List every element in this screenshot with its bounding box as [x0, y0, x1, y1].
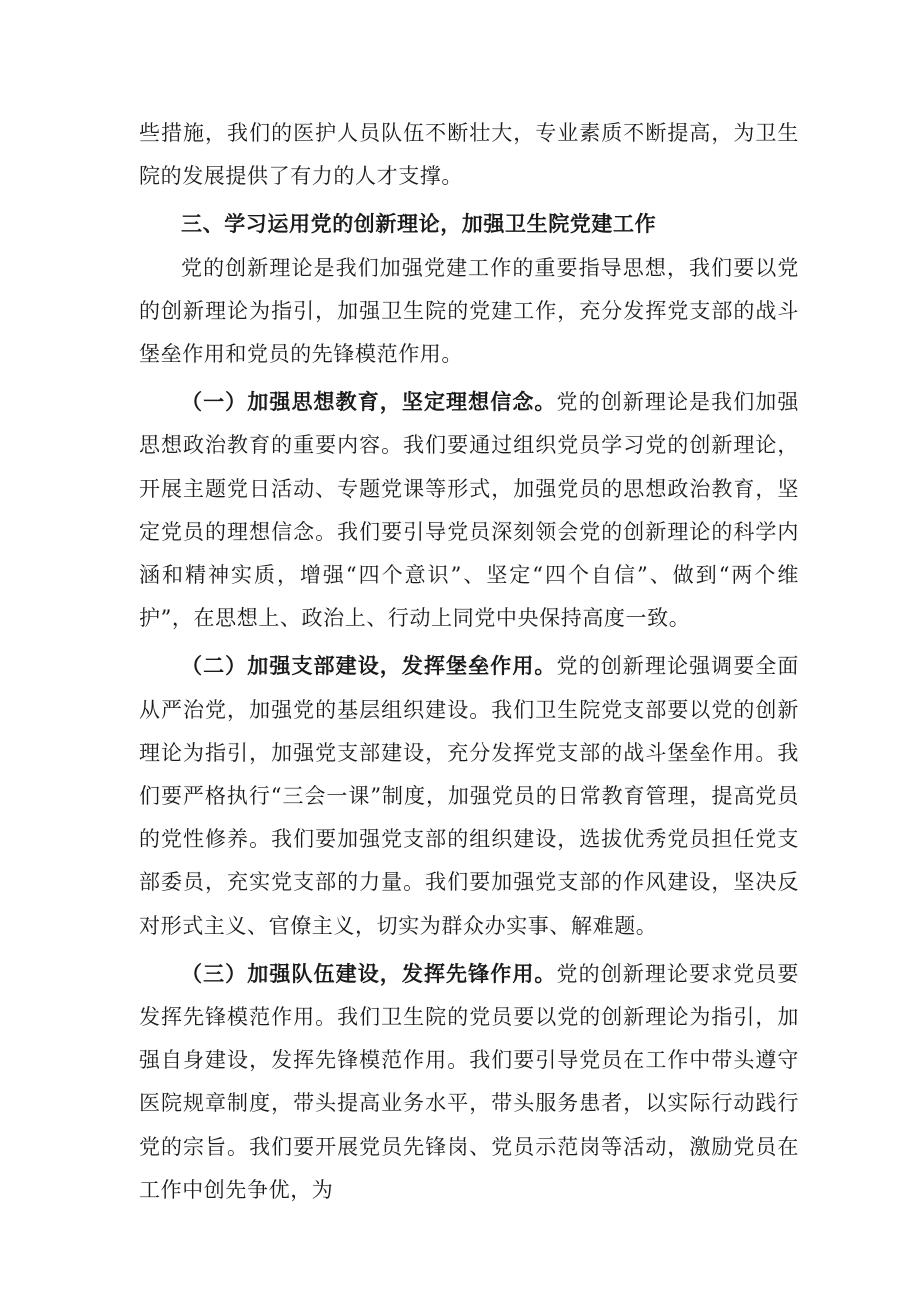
continuation-text: 些措施，我们的医护人员队伍不断壮大，专业素质不断提高，为卫生院的发展提供了有力的人才支撑。 [139, 121, 799, 189]
item-body-2: 党的创新理论强调要全面从严治党，加强党的基层组织建设。我们卫生院党支部要以党的创新理论为指引，加强党支部建设，充分发挥党支部的战斗堡垒作用。我们要严格执行“三会一课”制度，加强党员的日常教育管理，提高党员的党性修养。我们要加强党支部的组织建设，选拔优秀党员担任党支部委员，充实党支部的力量。我们要加强党支部的作风建设，坚决反对形式主义、官僚主义，切实为群众办实事、解难题。 [139, 654, 799, 938]
continuation-paragraph [139, 112, 799, 198]
item-lead-3: （三）加强队伍建设，发挥先锋作用。 [181, 961, 557, 986]
item-body-1: 党的创新理论是我们加强思想政治教育的重要内容。我们要通过组织党员学习党的创新理论，开展主题党日活动、专题党课等形式，加强党员的思想政治教育，坚定党员的理想信念。我们要引导党员深刻领会党的创新理论的科学内涵和精神实质，增强“四个意识”、坚定“四个自信”、做到“两个维护”，在思想上、政治上、行动上同党中央保持高度一致。 [139, 390, 799, 631]
section-intro-paragraph [139, 247, 799, 377]
item-paragraph-3 [139, 953, 799, 1212]
item-lead-2: （二）加强支部建设，发挥堡垒作用。 [181, 654, 557, 679]
document-body [139, 112, 799, 1212]
section-intro-text: 党的创新理论是我们加强党建工作的重要指导思想，我们要以党的创新理论为指引，加强卫生院的党建工作，充分发挥党支部的战斗堡垒作用和党员的先锋模范作用。 [139, 255, 799, 367]
item-body-3: 党的创新理论要求党员要发挥先锋模范作用。我们卫生院的党员要以党的创新理论为指引，加强自身建设，发挥先锋模范作用。我们要引导党员在工作中带头遵守医院规章制度，带头提高业务水平，带头服务患者，以实际行动践行党的宗旨。我们要开展党员先锋岗、党员示范岗等活动，激励党员在工作中创先争优，为 [139, 961, 799, 1202]
item-paragraph-1 [139, 381, 799, 640]
section-heading: 三、学习运用党的创新理论，加强卫生院党建工作 [181, 212, 657, 237]
item-lead-1: （一）加强思想教育，坚定理想信念。 [181, 390, 557, 415]
item-paragraph-2 [139, 645, 799, 947]
